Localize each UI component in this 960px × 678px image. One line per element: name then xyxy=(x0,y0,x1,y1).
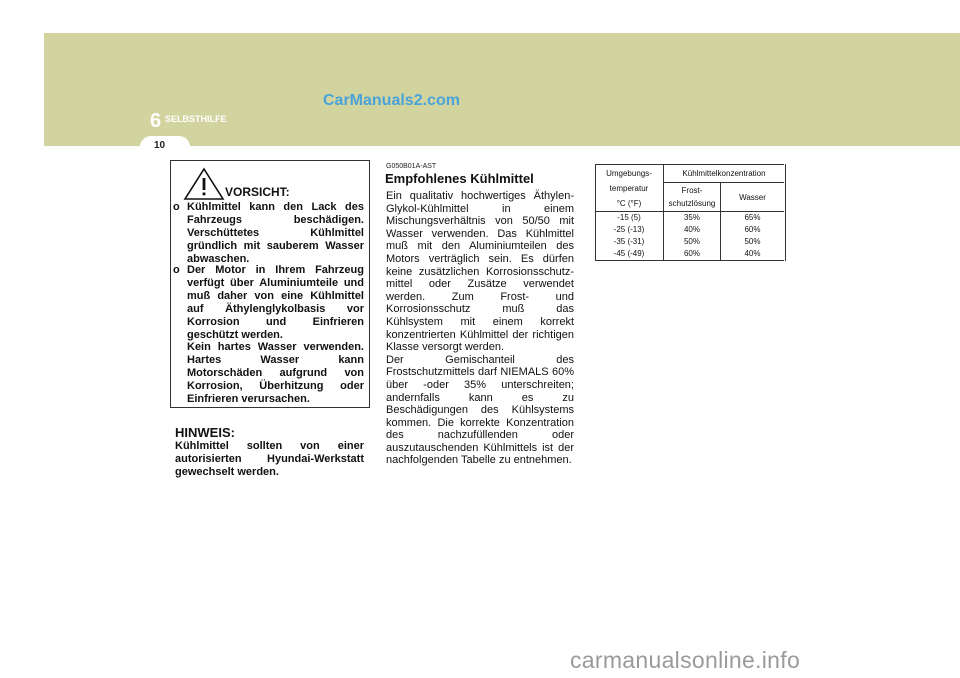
warning-item-text: Kein hartes Wasser verwenden. Hartes Wasser kann Motorschäden aufgrund von Korrosion, Überhitzung oder Einfrieren verursachen. xyxy=(187,341,364,405)
bullet: o xyxy=(173,264,180,276)
note-text: Kühlmittel sollten von einer autorisierten Hyundai-Werkstatt gewechselt werden. xyxy=(175,440,364,478)
section-code: G050B01A-AST xyxy=(386,163,437,170)
warning-title: VORSICHT: xyxy=(225,185,290,199)
watermark-link[interactable]: CarManuals2.com xyxy=(323,92,460,109)
cell-temperature: -35 (-31) xyxy=(595,236,664,248)
warning-item xyxy=(171,341,364,406)
bullet: o xyxy=(173,201,180,213)
cell-water: 65% xyxy=(744,213,761,222)
cell-water: 50% xyxy=(744,237,761,246)
cell-antifreeze: 35% xyxy=(664,212,721,225)
chapter-number: 6 xyxy=(150,110,162,132)
cell-water: 60% xyxy=(744,225,761,234)
paragraph: Der Gemischanteil des Frostschutzmittels darf NIEMALS 60% über -oder 35% unterschreiten; andernfalls kann es zu Beschädigungen des Kühlsystems kommen. Die korrekte Konzentration des nachzufüllenden oder auszutauschenden Kühlmittels ist der nachfolgenden Tabelle zu entnehmen. xyxy=(386,353,574,467)
cell-antifreeze: 50% xyxy=(664,236,721,248)
cell-temperature: -15 (5) xyxy=(595,212,664,225)
cell-antifreeze: 40% xyxy=(664,224,721,236)
col-header-water: Wasser xyxy=(721,183,785,212)
table-row xyxy=(595,236,784,248)
header-line: Umgebungs- xyxy=(606,169,652,178)
section-body xyxy=(386,190,574,467)
section-title: Empfohlenes Kühlmittel xyxy=(385,171,534,186)
header-band xyxy=(44,33,960,146)
footer-watermark[interactable]: carmanualsonline.info xyxy=(570,647,801,673)
warning-item-text: Kühlmittel kann den Lack des Fahrzeugs beschädigen. Verschüttetes Kühlmittel gründlich mit sauberem Wasser abwaschen. xyxy=(187,201,364,265)
table-row xyxy=(595,248,784,261)
header-line: temperatur xyxy=(609,184,649,193)
col-header-temperature xyxy=(595,165,664,212)
cell-antifreeze: 60% xyxy=(664,248,721,261)
col-header-antifreeze xyxy=(664,183,721,212)
note-title: HINWEIS: xyxy=(175,425,235,440)
paragraph: Ein qualitativ hochwertiges Äthylen-Glykol-Kühlmittel in einem Mischungsverhältnis von 50/50 mit Wasser verwenden. Das Kühlmittel muß mit den Aluminiumteilen des Motors verträglich sein. Es dürfen keine zusätzlichen Korrosionsschutz-mittel oder Zusätze verwendet werden. Zum Frost- und Korrosionsschutz muß das Kühlsystem mit einem korrekt konzentrierten Kühlmittel der richtigen Klasse versorgt werden. xyxy=(386,190,574,354)
header-line: schutzlösung xyxy=(668,199,716,209)
page-number: 10 xyxy=(154,140,166,151)
group-header-concentration: Kühlmittelkonzentration xyxy=(664,165,785,183)
table-row xyxy=(595,212,784,225)
table-row xyxy=(595,224,784,236)
warning-item xyxy=(171,264,364,342)
coolant-concentration-table xyxy=(595,164,784,261)
warning-item xyxy=(171,201,364,266)
warning-box xyxy=(170,160,370,408)
warning-item-text: Der Motor in Ihrem Fahrzeug verfügt über Aluminiumteile und muß daher von eine Kühlmittel auf Äthylenglykolbasis vor Korrosion und Einfrieren geschützt werden. xyxy=(187,264,364,341)
cell-water: 40% xyxy=(721,248,785,261)
cell-temperature: -45 (-49) xyxy=(595,248,664,261)
header-line: Frost- xyxy=(681,186,703,196)
chapter-title: SELBSTHILFE xyxy=(165,114,227,124)
header-line: °C (°F) xyxy=(616,199,642,208)
warning-triangle-icon xyxy=(183,167,225,201)
cell-temperature: -25 (-13) xyxy=(595,224,664,236)
